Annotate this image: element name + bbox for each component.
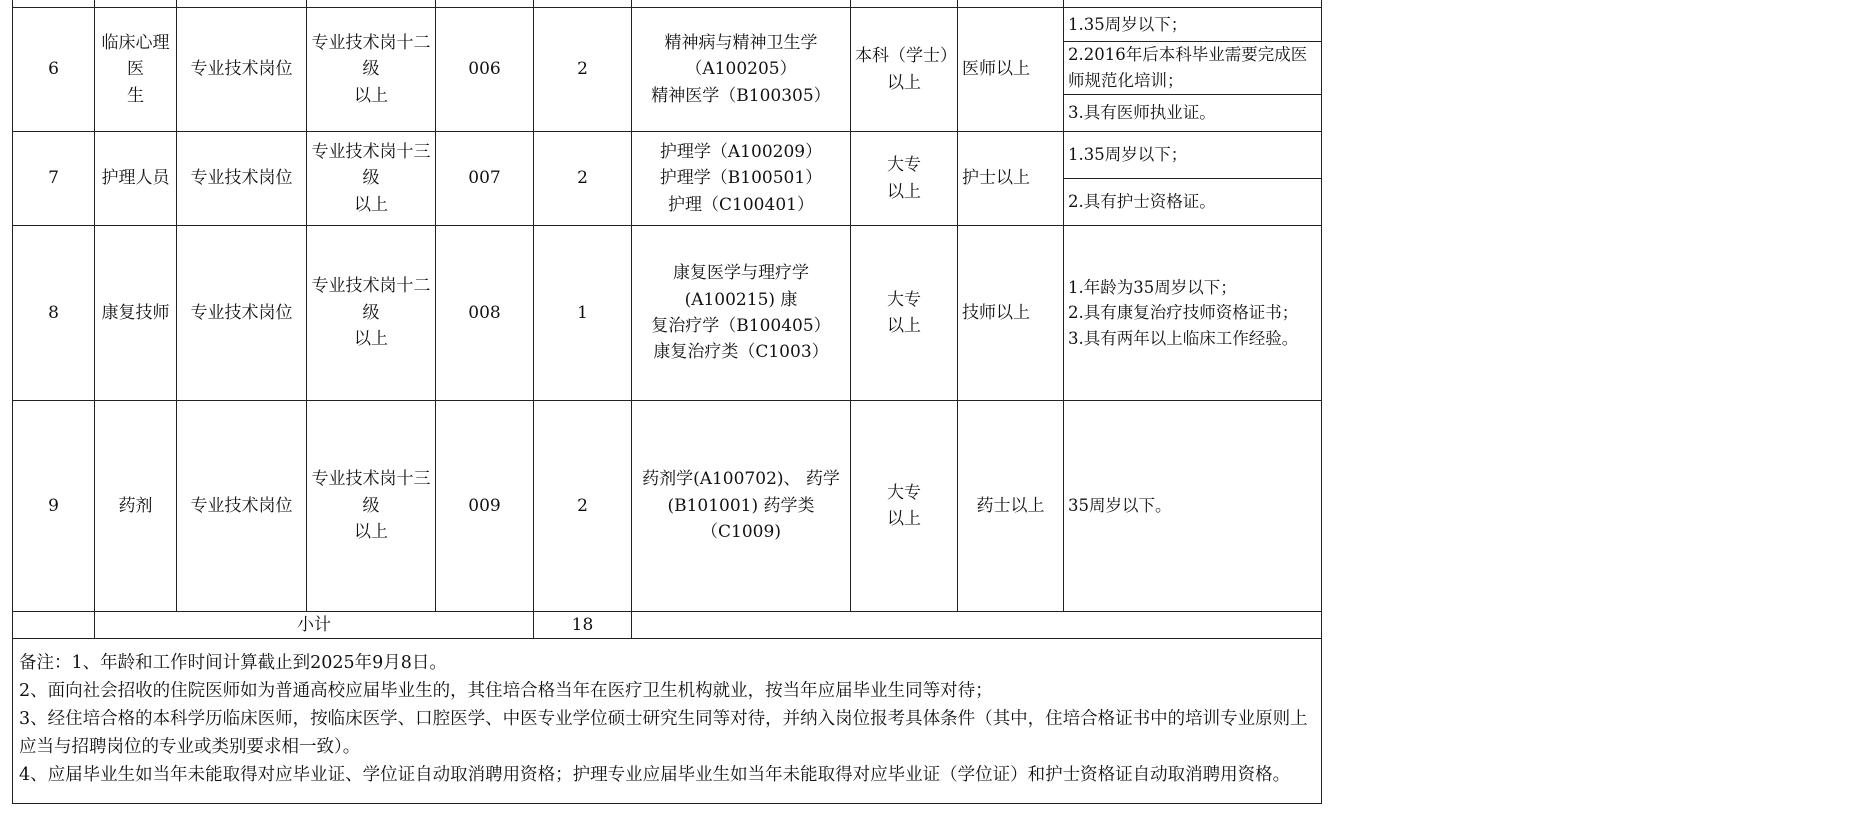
qualification-requirement: 技师以上 [958,226,1064,401]
requirement-item: 1.35周岁以下； [1064,8,1321,42]
position-title: 康复技师 [95,226,177,401]
requirement-item: 2.2016年后本科毕业需要完成医师规范化培训； [1064,42,1321,95]
note-line: 2、面向社会招收的住院医师如为普通高校应届毕业生的，其住培合格当年在医疗卫生机构就业，按当年应届毕业生同等对待； [19,681,993,702]
qualification-requirement: 医师以上 [958,8,1064,132]
hiring-count: 2 [534,8,632,132]
hiring-count: 2 [534,401,632,612]
requirement-item: 1.35周岁以下； [1064,132,1321,179]
requirement-item: 3.具有医师执业证。 [1068,103,1216,123]
requirement-item: 2.具有护士资格证。 [1068,192,1216,212]
subtotal-value: 18 [534,612,632,639]
qualification-requirement: 护士以上 [958,132,1064,226]
note-line: 3、经住培合格的本科学历临床医师，按临床医学、口腔医学、中医专业学位硕士研究生同等对待，并纳入岗位报考具体条件（其中，住培合格证书中的培训专业原则上应当与招聘岗位的专业或类别要求相一致）。 [19,709,1308,758]
education-requirement: 本科（学士） 以上 [851,8,958,132]
education-requirement: 大专 以上 [851,401,958,612]
position-level: 专业技术岗十二级 以上 [307,226,436,401]
position-code: 006 [436,8,534,132]
position-code: 009 [436,401,534,612]
other-requirements [1064,132,1322,226]
other-requirements [1064,8,1322,132]
table-row-partial [13,0,1583,8]
position-category: 专业技术岗位 [177,401,307,612]
recruitment-table [12,0,1583,804]
row-number: 8 [13,226,95,401]
education-requirement: 大专 以上 [851,132,958,226]
position-title: 药剂 [95,401,177,612]
position-level: 专业技术岗十二级 以上 [307,8,436,132]
position-category: 专业技术岗位 [177,8,307,132]
other-requirements [1064,226,1322,401]
position-code: 007 [436,132,534,226]
position-category: 专业技术岗位 [177,132,307,226]
position-category: 专业技术岗位 [177,226,307,401]
major-requirement: 护理学（A100209） 护理学（B100501） 护理（C100401） [632,132,851,226]
hiring-count: 1 [534,226,632,401]
notes-section [13,639,1322,804]
row-number: 7 [13,132,95,226]
requirement-item: 2.具有康复治疗技师资格证书； [1068,303,1299,323]
position-level: 专业技术岗十三级 以上 [307,132,436,226]
row-number: 6 [13,8,95,132]
education-requirement: 大专 以上 [851,226,958,401]
row-number: 9 [13,401,95,612]
position-level: 专业技术岗十三级 以上 [307,401,436,612]
note-line: 备注：1、年龄和工作时间计算截止到2025年9月8日。 [19,653,447,674]
requirement-item: 3.具有两年以上临床工作经验。 [1068,328,1299,348]
position-title: 护理人员 [95,132,177,226]
requirement-item: 1.年龄为35周岁以下； [1068,277,1237,297]
other-requirements [1064,401,1322,612]
qualification-requirement: 药士以上 [958,401,1064,612]
requirement-item: 35周岁以下。 [1068,495,1172,515]
position-code: 008 [436,226,534,401]
subtotal-label: 小计 [95,612,534,639]
hiring-count: 2 [534,132,632,226]
major-requirement: 康复医学与理疗学(A100215) 康 复治疗学（B100405） 康复治疗类（C1003） [632,226,851,401]
major-requirement: 药剂学(A100702)、 药学 (B101001) 药学类（C1009) [632,401,851,612]
major-requirement: 精神病与精神卫生学 （A100205） 精神医学（B100305） [632,8,851,132]
note-line: 4、应届毕业生如当年未能取得对应毕业证、学位证自动取消聘用资格；护理专业应届毕业生如当年未能取得对应毕业证（学位证）和护士资格证自动取消聘用资格。 [19,765,1291,786]
position-title: 临床心理医 生 [95,8,177,132]
